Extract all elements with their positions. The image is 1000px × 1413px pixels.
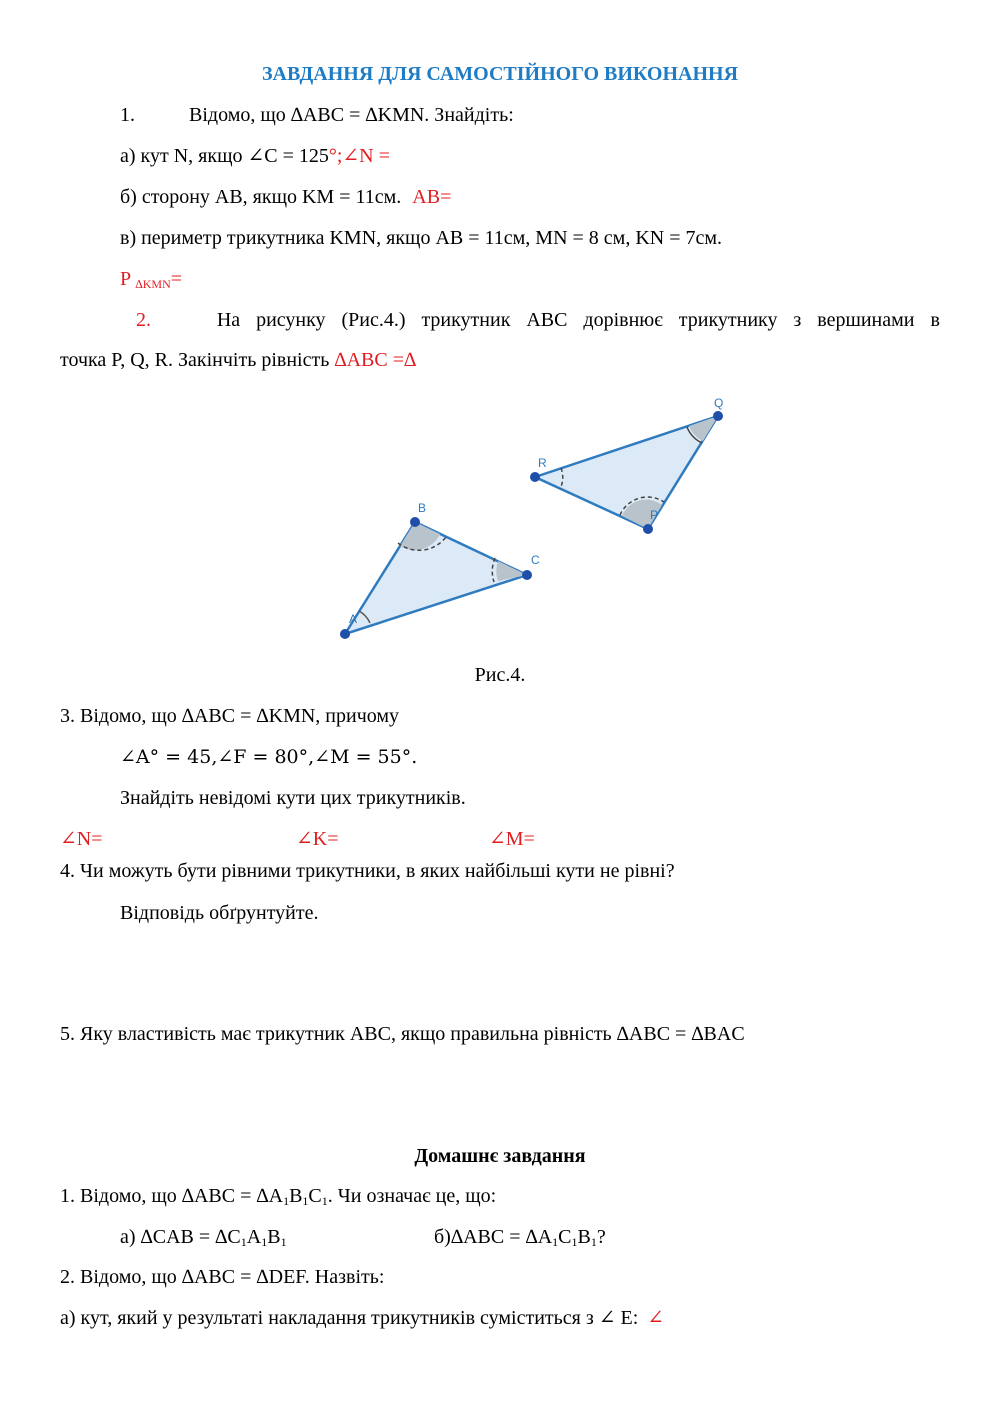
task1-b-line xyxy=(120,185,451,209)
homework-item1-b-c: C xyxy=(558,1226,572,1248)
homework-item1-b: B xyxy=(289,1185,303,1207)
task1-a-line xyxy=(120,144,390,168)
task3-line3: Знайдіть невідомі кути цих трикутників. xyxy=(120,787,466,809)
task3-line1: 3. Відомо, що ∆ABC = ∆KMN, причому xyxy=(60,705,400,727)
homework-title: Домашнє завдання xyxy=(414,1145,586,1167)
label-b: B xyxy=(418,501,427,515)
homework-item1-sub3: 1 xyxy=(321,1194,328,1208)
homework-item1-b-b: B xyxy=(577,1226,591,1248)
label-p: P xyxy=(650,508,659,522)
point-c xyxy=(522,570,532,580)
homework-item1-sub1: 1 xyxy=(283,1194,290,1208)
task2-answer: ∆ABC =∆ xyxy=(334,349,417,371)
task1-number: 1. xyxy=(120,104,135,126)
task2-word: трикутнику xyxy=(678,309,778,331)
homework-item2: 2. Відомо, що ∆ABC = ∆DEF. Назвіть: xyxy=(60,1266,385,1288)
homework-item1-a-a: A xyxy=(246,1226,262,1248)
task1-c-answer-p: P xyxy=(120,268,131,290)
point-b xyxy=(410,517,420,527)
task4-line1: 4. Чи можуть бути рівними трикутники, в яких найбільші кути не рівні? xyxy=(60,860,675,882)
task1-c-text: в) периметр трикутника KMN, якщо AB = 11см, MN = 8 см, KN = 7см. xyxy=(120,227,723,249)
task1-b-answer: AB= xyxy=(412,186,452,208)
homework-item1-rest: . Чи означає це, що: xyxy=(327,1185,497,1207)
label-c: C xyxy=(531,553,540,567)
task1-b-text: б) сторону AB, якщо KM = 11см. xyxy=(120,186,402,208)
task1-a-answer: °;∠N = xyxy=(328,145,390,167)
task2-line2-text: точка P, Q, R. Закінчіть рівність xyxy=(60,349,330,371)
homework-item1-b-sub3: 1 xyxy=(590,1235,597,1249)
homework-item1-a-sub1: 1 xyxy=(240,1235,247,1249)
point-a xyxy=(340,629,350,639)
homework-item1-text: 1. Відомо, що ∆ABC = ∆A xyxy=(60,1185,284,1207)
homework-item2-a-answer: ∠ xyxy=(647,1307,665,1329)
homework-item1-b-text: б)∆ABC = ∆A xyxy=(434,1226,553,1248)
label-r: R xyxy=(538,456,547,470)
task2-word: На xyxy=(216,309,241,331)
homework-item2-a xyxy=(60,1306,664,1330)
point-r xyxy=(530,472,540,482)
label-q: Q xyxy=(714,396,724,410)
task2-word: трикутник xyxy=(421,309,511,331)
homework-item1 xyxy=(60,1184,496,1213)
task1-c-answer-sub: ∆KMN xyxy=(135,277,171,291)
task3-line2: ∠A° = 45,∠F = 80°,∠M = 55°. xyxy=(120,746,418,768)
point-p xyxy=(643,524,653,534)
homework-item1-c: C xyxy=(308,1185,322,1207)
homework-item2-a-text: а) кут, який у результаті накладання трикутників суміститься з ∠ E: xyxy=(60,1307,639,1329)
homework-item1-a-b: B xyxy=(267,1226,281,1248)
task1-c-answer-eq: = xyxy=(170,268,183,290)
task2-word: з xyxy=(793,309,802,331)
homework-item1-b-sub2: 1 xyxy=(571,1235,578,1249)
task3-answer-m: ∠M= xyxy=(489,828,535,850)
homework-item1-a xyxy=(120,1225,287,1254)
task2-word: вершинами xyxy=(817,309,915,331)
triangles-figure xyxy=(320,385,740,650)
homework-item1-a-sub2: 1 xyxy=(261,1235,268,1249)
homework-item1-a-sub3: 1 xyxy=(280,1235,287,1249)
task2-line1 xyxy=(60,308,940,332)
triangles-svg xyxy=(320,385,740,650)
homework-item1-a-text: а) ∆CAB = ∆C xyxy=(120,1226,241,1248)
angle-mark-c xyxy=(496,561,527,581)
task1-a-text: а) кут N, якщо ∠C = 125 xyxy=(120,145,329,167)
task5-line1: 5. Яку властивість має трикутник ABC, якщо правильна рівність ∆ABC = ∆BAC xyxy=(60,1023,745,1045)
task1-intro-line xyxy=(120,103,514,127)
task2-word: рисунку xyxy=(256,309,326,331)
homework-item1-b xyxy=(434,1225,606,1254)
figure-caption: Рис.4. xyxy=(474,664,526,686)
homework-item1-b-sub1: 1 xyxy=(552,1235,559,1249)
task2-word: в xyxy=(930,309,940,331)
task1-c-answer xyxy=(120,267,182,296)
point-q xyxy=(713,411,723,421)
task2-word: ABC xyxy=(526,309,568,331)
homework-item1-b-end: ? xyxy=(596,1226,606,1248)
task2-word: (Рис.4.) xyxy=(341,309,406,331)
task2-word: дорівнює xyxy=(583,309,663,331)
task1-c-line xyxy=(120,226,722,250)
label-a: A xyxy=(349,612,358,626)
page-title: ЗАВДАННЯ ДЛЯ САМОСТІЙНОГО ВИКОНАННЯ xyxy=(261,63,739,85)
task4-line2: Відповідь обґрунтуйте. xyxy=(120,902,319,924)
task2-number: 2. xyxy=(135,309,151,331)
task3-answer-k: ∠K= xyxy=(296,828,339,850)
homework-item1-sub2: 1 xyxy=(302,1194,309,1208)
task3-answer-n: ∠N= xyxy=(60,828,103,850)
task2-line2 xyxy=(60,348,416,372)
task1-intro: Відомо, що ∆ABC = ∆KMN. Знайдіть: xyxy=(189,104,514,126)
